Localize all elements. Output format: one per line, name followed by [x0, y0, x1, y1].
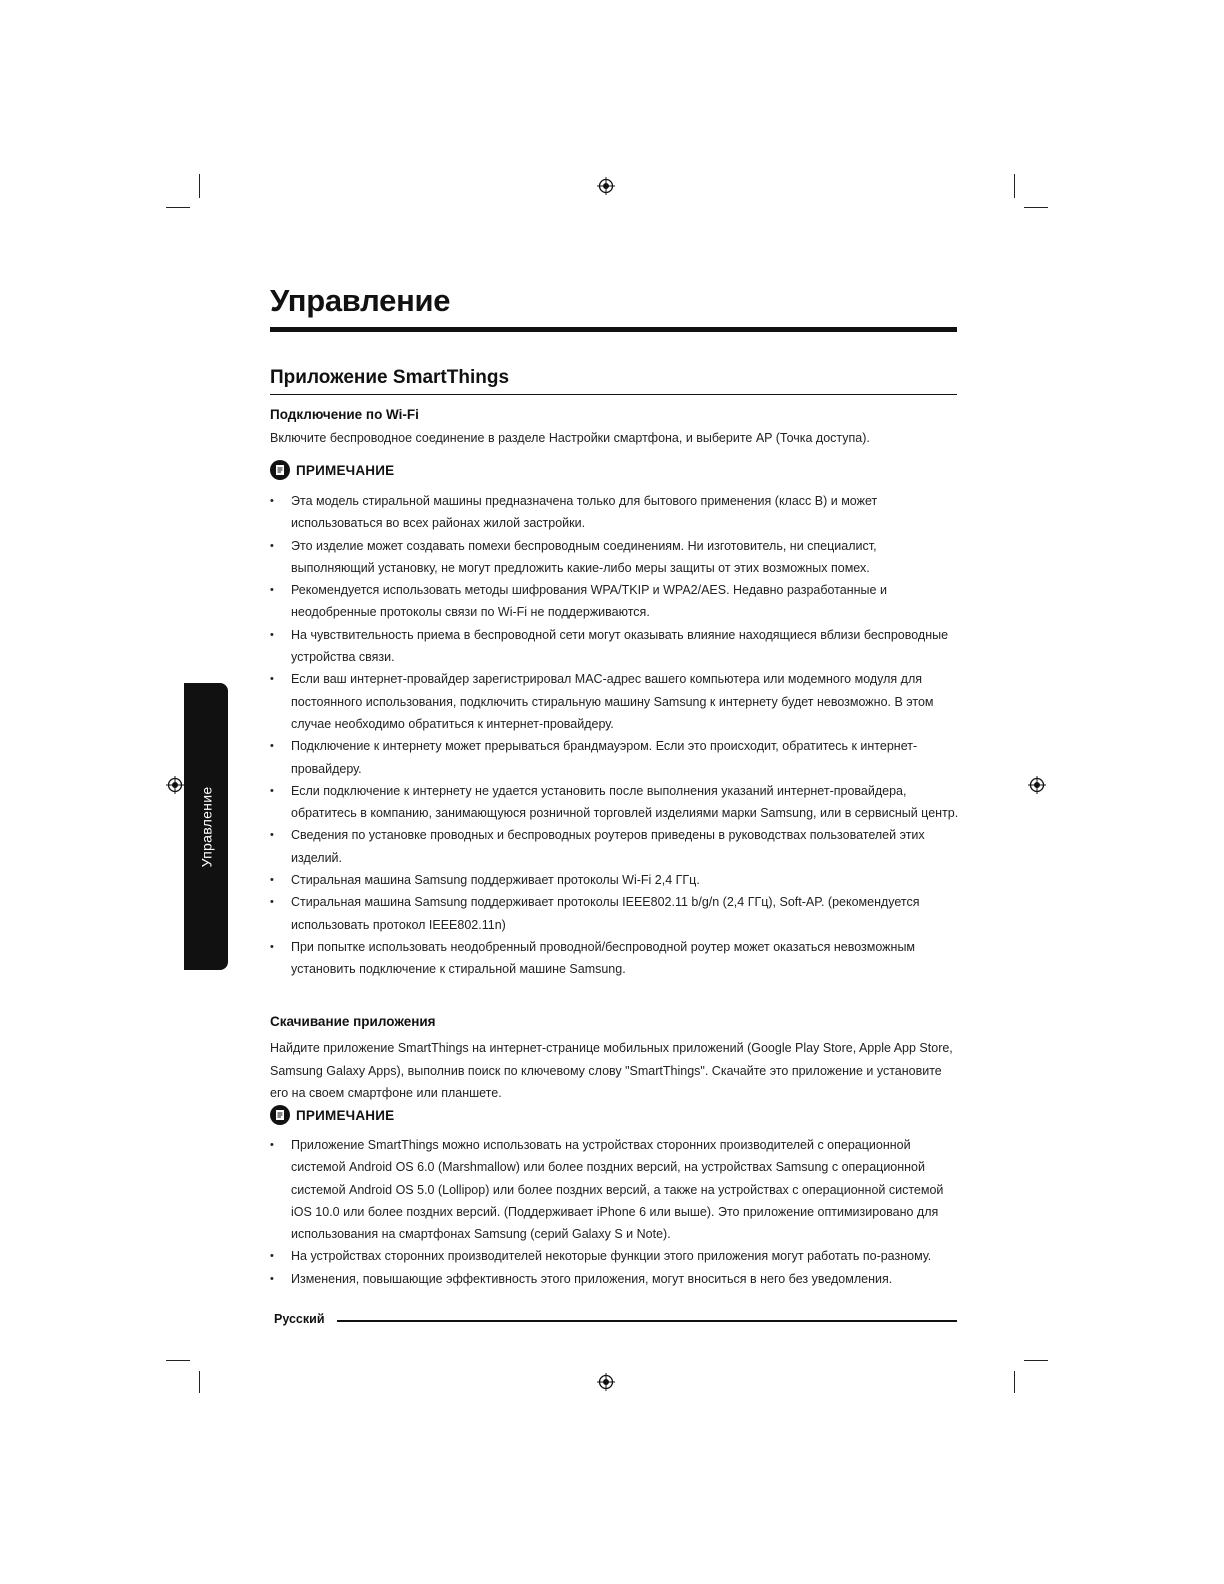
crop-mark	[199, 174, 200, 198]
list-item: • Стиральная машина Samsung поддерживает протоколы IEEE802.11 b/g/n (2,4 ГГц), Soft-AP. (рекомендуется использовать протокол IEEE802.11n)	[270, 891, 960, 936]
registration-mark-icon	[597, 177, 615, 195]
crop-mark	[166, 207, 190, 208]
note-icon	[270, 460, 290, 480]
registration-mark-icon	[1028, 776, 1046, 794]
crop-mark	[1014, 1371, 1015, 1393]
registration-mark-icon	[597, 1373, 615, 1391]
wifi-text: Включите беспроводное соединение в разделе Настройки смартфона, и выберите AP (Точка доступа).	[270, 431, 870, 445]
wifi-heading: Подключение по Wi-Fi	[270, 407, 419, 422]
note-icon	[270, 1105, 290, 1125]
section-title: Приложение SmartThings	[270, 367, 510, 388]
list-item: • На чувствительность приема в беспроводной сети могут оказывать влияние находящиеся вблизи беспроводные устройства связи.	[270, 624, 960, 669]
crop-mark	[1024, 1360, 1048, 1361]
list-item: • На устройствах сторонних производителей некоторые функции этого приложения могут работать по-разному.	[270, 1245, 960, 1267]
footer-language: Русский	[274, 1312, 325, 1326]
list-item: • Если подключение к интернету не удается установить после выполнения указаний интернет-провайдера, обратитесь в компанию, занимающуюся розничной торговлей изделиями марки Samsung, или в сервисный центр.	[270, 780, 960, 825]
note-label: ПРИМЕЧАНИЕ	[296, 462, 395, 478]
side-tab-label: Управление	[198, 786, 215, 867]
list-item: • Подключение к интернету может прерываться брандмауэром. Если это происходит, обратитесь к интернет-провайдеру.	[270, 735, 960, 780]
crop-mark	[166, 1360, 190, 1361]
registration-mark-icon	[166, 776, 184, 794]
page-title: Управление	[270, 283, 451, 318]
list-item: • Изменения, повышающие эффективность этого приложения, могут вноситься в него без уведомления.	[270, 1268, 960, 1290]
download-text: Найдите приложение SmartThings на интернет-странице мобильных приложений (Google Play Store, Apple App Store, Samsung Galaxy Apps), выполнив поиск по ключевому слову "SmartThings". Скачайте это приложение и установите его на своем смартфоне или планшете.	[270, 1041, 953, 1100]
list-item: • Рекомендуется использовать методы шифрования WPA/TKIP и WPA2/AES. Недавно разработанные и неодобренные протоколы связи по Wi-Fi не поддерживаются.	[270, 579, 960, 624]
note-label: ПРИМЕЧАНИЕ	[296, 1107, 395, 1123]
note-header	[270, 459, 394, 481]
list-item: • Сведения по установке проводных и беспроводных роутеров приведены в руководствах пользователей этих изделий.	[270, 824, 960, 869]
title-rule	[270, 327, 957, 332]
list-item: • Приложение SmartThings можно использовать на устройствах сторонних производителей с операционной системой Android OS 6.0 (Marshmallow) или более поздних версий, на устройствах Samsung с операционной системой Android OS 5.0 (Lollipop) или более поздних версий, а также на устройствах с операционной системой iOS 10.0 или более поздних версий. (Поддерживает iPhone 6 или выше). Это приложение оптимизировано для использования на смартфонах Samsung (серий Galaxy S и Note).	[270, 1134, 960, 1245]
list-item: • Если ваш интернет-провайдер зарегистрировал MAC-адрес вашего компьютера или модемного модуля для постоянного использования, подключить стиральную машину Samsung к интернету будет невозможно. В этом случае необходимо обратиться к интернет-провайдеру.	[270, 668, 960, 735]
section-rule	[270, 394, 957, 395]
crop-mark	[199, 1371, 200, 1393]
list-item: • При попытке использовать неодобренный проводной/беспроводной роутер может оказаться невозможным установить подключение к стиральной машине Samsung.	[270, 936, 960, 981]
list-item: • Эта модель стиральной машины предназначена только для бытового применения (класс B) и может использоваться во всех районах жилой застройки.	[270, 490, 960, 535]
note-header	[270, 1104, 394, 1126]
list-item: • Стиральная машина Samsung поддерживает протоколы Wi-Fi 2,4 ГГц.	[270, 869, 960, 891]
footer-rule	[337, 1320, 957, 1322]
wifi-notes-list	[270, 490, 960, 981]
side-tab	[184, 683, 228, 970]
download-notes-list	[270, 1134, 960, 1290]
download-heading: Скачивание приложения	[270, 1014, 436, 1029]
list-item: • Это изделие может создавать помехи беспроводным соединениям. Ни изготовитель, ни специалист, выполняющий установку, не могут предложить какие-либо меры защиты от этих возможных помех.	[270, 535, 960, 580]
crop-mark	[1024, 207, 1048, 208]
crop-mark	[1014, 174, 1015, 198]
